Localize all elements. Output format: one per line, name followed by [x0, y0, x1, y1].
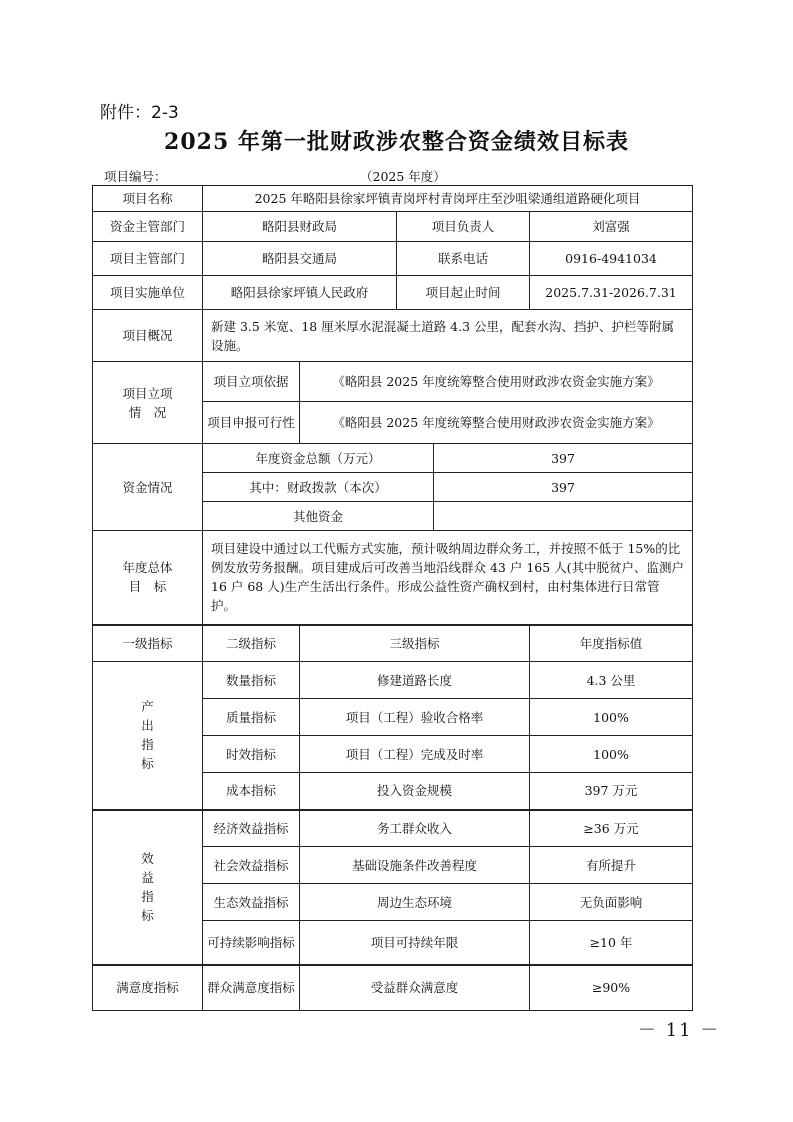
benefit-label-char: 益 [141, 870, 154, 885]
header-value: 年度指标值 [530, 625, 693, 662]
satisfaction-value: ≥90% [530, 965, 693, 1011]
output-label-char: 出 [141, 718, 154, 734]
other-label: 其他资金 [203, 502, 434, 531]
annual-total-label: 年度资金总额（万元） [203, 444, 434, 473]
benefit-value: ≥10 年 [530, 921, 693, 965]
output-l3: 项目（工程）验收合格率 [300, 699, 530, 736]
row-approval-basis [93, 362, 693, 402]
year-label: （2025 年度） [360, 169, 446, 184]
output-value: 397 万元 [530, 773, 693, 810]
fund-dept-value: 略阳县财政局 [203, 212, 397, 242]
approval-label [93, 362, 203, 444]
project-dept-label: 项目主管部门 [93, 242, 203, 276]
funding-label: 资金情况 [93, 444, 203, 531]
benefit-l3: 项目可持续年限 [300, 921, 530, 965]
leader-value: 刘富强 [530, 212, 693, 242]
leader-label: 项目负责人 [397, 212, 530, 242]
output-l2: 质量指标 [203, 699, 300, 736]
benefit-label-char: 效 [141, 851, 154, 866]
performance-table [92, 185, 693, 1011]
attachment-label: 附件：2-3 [100, 103, 179, 123]
fund-dept-label: 资金主管部门 [93, 212, 203, 242]
basis-label: 项目立项依据 [203, 362, 300, 402]
benefit-label-char: 标 [141, 908, 154, 923]
benefit-label-char: 指 [141, 889, 154, 904]
benefit-row-1 [93, 810, 693, 847]
row-goal [93, 531, 693, 625]
benefit-group-label [93, 810, 203, 965]
benefit-l2: 生态效益指标 [203, 884, 300, 921]
row-overview [93, 310, 693, 362]
output-l3: 投入资金规模 [300, 773, 530, 810]
row-project-name [93, 186, 693, 212]
overview-value: 新建 3.5 米宽、18 厘米厚水泥混凝土道路 4.3 公里，配套水沟、挡护、护栏等附属设施。 [203, 310, 693, 362]
fiscal-label: 其中：财政拨款（本次） [203, 473, 434, 502]
annual-total-value: 397 [434, 444, 693, 473]
row-annual-total [93, 444, 693, 473]
impl-unit-label: 项目实施单位 [93, 276, 203, 310]
benefit-l2: 社会效益指标 [203, 847, 300, 884]
output-label-char: 标 [141, 756, 154, 772]
output-label-char: 产 [141, 699, 154, 715]
output-l3: 修建道路长度 [300, 662, 530, 699]
overview-label: 项目概况 [93, 310, 203, 362]
goal-label-line1: 年度总体 [122, 560, 173, 576]
output-row-1 [93, 662, 693, 699]
project-code-label: 项目编号： [104, 169, 167, 184]
benefit-l3: 务工群众收入 [300, 810, 530, 847]
period-value: 2025.7.31-2026.7.31 [530, 276, 693, 310]
header-level2: 二级指标 [203, 625, 300, 662]
phone-value: 0916-4941034 [530, 242, 693, 276]
goal-label [93, 531, 203, 625]
benefit-value: 有所提升 [530, 847, 693, 884]
satisfaction-l1: 满意度指标 [93, 965, 203, 1011]
output-value: 100% [530, 699, 693, 736]
benefit-l2: 可持续影响指标 [203, 921, 300, 965]
row-project-dept [93, 242, 693, 276]
approval-label-line1: 项目立项 [122, 385, 173, 401]
benefit-l2: 经济效益指标 [203, 810, 300, 847]
benefit-value: 无负面影响 [530, 884, 693, 921]
header-level3: 三级指标 [300, 625, 530, 662]
output-l2: 成本指标 [203, 773, 300, 810]
page-title: 2025 年第一批财政涉农整合资金绩效目标表 [164, 129, 629, 155]
phone-label: 联系电话 [397, 242, 530, 276]
row-impl-unit [93, 276, 693, 310]
other-value [434, 502, 693, 531]
benefit-l3: 周边生态环境 [300, 884, 530, 921]
basis-value: 《略阳县 2025 年度统筹整合使用财政涉农资金实施方案》 [300, 362, 693, 402]
project-dept-value: 略阳县交通局 [203, 242, 397, 276]
fiscal-value: 397 [434, 473, 693, 502]
output-value: 4.3 公里 [530, 662, 693, 699]
indicator-header-row [93, 625, 693, 662]
project-name-label: 项目名称 [93, 186, 203, 212]
approval-label-line2: 情 况 [128, 404, 167, 420]
row-fund-dept [93, 212, 693, 242]
output-l2: 数量指标 [203, 662, 300, 699]
output-l2: 时效指标 [203, 736, 300, 773]
satisfaction-l2: 群众满意度指标 [203, 965, 300, 1011]
project-name-value: 2025 年略阳县徐家坪镇青岗坪村青岗坪庄至沙咀梁通组道路硬化项目 [203, 186, 693, 212]
period-label: 项目起止时间 [397, 276, 530, 310]
goal-value: 项目建设中通过以工代赈方式实施，预计吸纳周边群众务工，并按照不低于 15%的比例发放劳务报酬。项目建成后可改善当地沿线群众 43 户 165 人(其中脱贫户、监测户 16 户 68 人)生产生活出行条件。形成公益性资产确权到村，由村集体进行日常管护。 [203, 531, 693, 625]
satisfaction-l3: 受益群众满意度 [300, 965, 530, 1011]
goal-label-line2: 目 标 [128, 579, 167, 595]
header-level1: 一级指标 [93, 625, 203, 662]
satisfaction-row [93, 965, 693, 1011]
output-l3: 项目（工程）完成及时率 [300, 736, 530, 773]
output-group-label [93, 662, 203, 810]
output-value: 100% [530, 736, 693, 773]
benefit-value: ≥36 万元 [530, 810, 693, 847]
feasibility-value: 《略阳县 2025 年度统筹整合使用财政涉农资金实施方案》 [300, 402, 693, 444]
impl-unit-value: 略阳县徐家坪镇人民政府 [203, 276, 397, 310]
feasibility-label: 项目申报可行性 [203, 402, 300, 444]
benefit-l3: 基础设施条件改善程度 [300, 847, 530, 884]
output-label-char: 指 [141, 737, 154, 753]
page-number: － 11 － [638, 1020, 721, 1041]
